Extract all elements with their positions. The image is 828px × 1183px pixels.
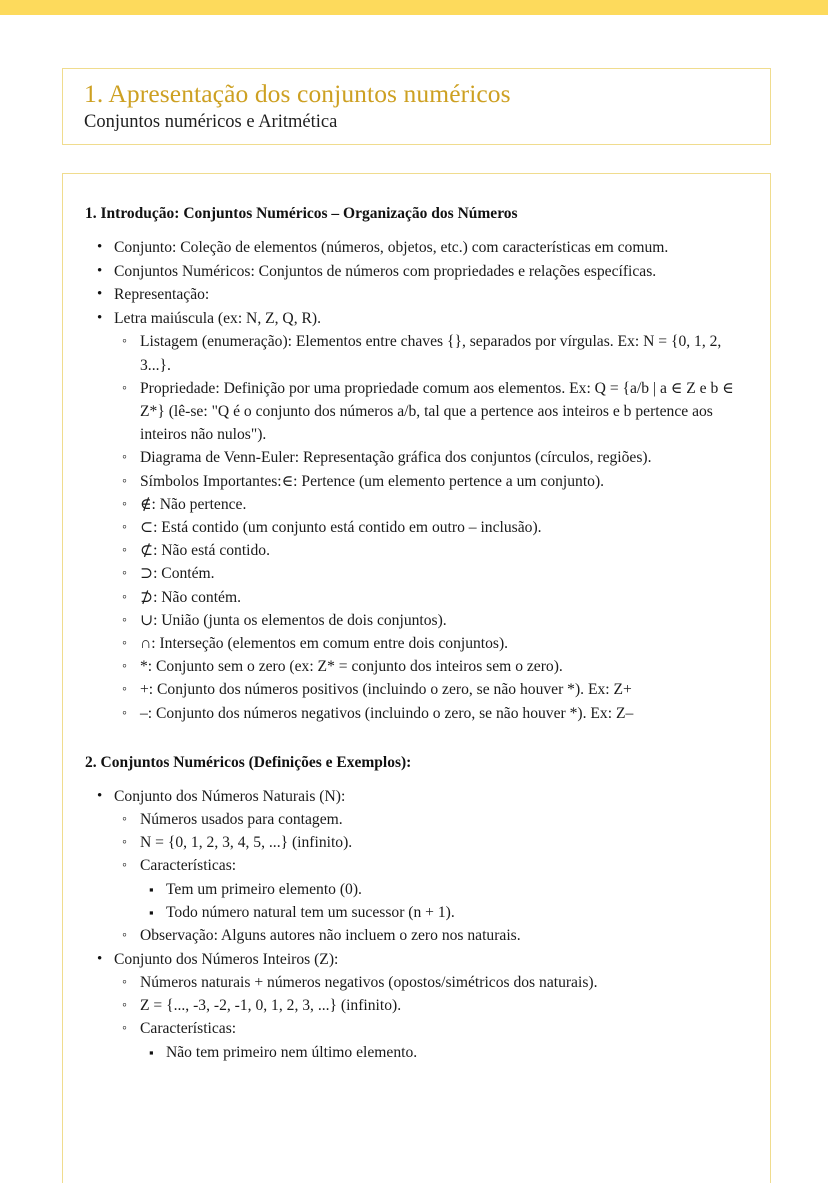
list-item-text: ◦ –: Conjunto dos números negativos (incluindo o zero, se não houver *). Ex: Z–: [140, 702, 744, 725]
list-item-text: ◦ Listagem (enumeração): Elementos entre chaves {}, separados por vírgulas. Ex: N = {0, 1, 2, 3...}.: [140, 330, 744, 376]
list-item: [114, 562, 744, 585]
list-item-text: ◦ ∩: Interseção (elementos em comum entre dois conjuntos).: [140, 632, 744, 655]
list-item-text: ◦ Números usados para contagem.: [140, 808, 744, 831]
list-item: [114, 377, 744, 447]
list-item: [114, 678, 744, 701]
list-item-text: ▪ Todo número natural tem um sucessor (n + 1).: [166, 901, 744, 924]
list-item: [114, 493, 744, 516]
list-item: [114, 924, 744, 947]
section-heading: 2. Conjuntos Numéricos (Definições e Exemplos):: [85, 753, 412, 771]
list-item-text: ▪ Tem um primeiro elemento (0).: [166, 878, 744, 901]
list-item-text: • Conjunto dos Números Naturais (N):: [114, 785, 744, 808]
list-item-text: ◦ N = {0, 1, 2, 3, 4, 5, ...} (infinito).: [140, 831, 744, 854]
list-item: [114, 539, 744, 562]
list-item-text: ◦ Diagrama de Venn-Euler: Representação gráfica dos conjuntos (círculos, regiões).: [140, 446, 744, 469]
list-item-text: ◦ Características:: [140, 854, 744, 877]
document-header-card: [62, 68, 771, 145]
bullet-list-level-2: [114, 971, 744, 1064]
list-item: [114, 632, 744, 655]
list-item: [114, 994, 744, 1017]
list-item: [140, 901, 744, 924]
bullet-list-level-3: [140, 1041, 744, 1064]
list-item-text: • Conjuntos Numéricos: Conjuntos de números com propriedades e relações específicas.: [114, 260, 744, 283]
list-item: [114, 586, 744, 609]
list-item: [140, 878, 744, 901]
list-item: [114, 702, 744, 725]
list-item-text: • Conjunto dos Números Inteiros (Z):: [114, 948, 744, 971]
list-item-text: ▪ Não tem primeiro nem último elemento.: [166, 1041, 744, 1064]
list-item-text: ◦ Números naturais + números negativos (opostos/simétricos dos naturais).: [140, 971, 744, 994]
list-item: [114, 831, 744, 854]
page-subtitle: Conjuntos numéricos e Aritmética: [84, 112, 338, 132]
list-item: [85, 260, 744, 283]
list-item: [85, 283, 744, 306]
list-item-text: ◦ Z = {..., -3, -2, -1, 0, 1, 2, 3, ...} (infinito).: [140, 994, 744, 1017]
list-item: [114, 808, 744, 831]
sections-container: [85, 204, 744, 1064]
list-item-text: ◦ ∪: União (junta os elementos de dois conjuntos).: [140, 609, 744, 632]
list-item-text: ◦ Símbolos Importantes:∈: Pertence (um elemento pertence a um conjunto).: [140, 470, 744, 493]
list-item-text: • Conjunto: Coleção de elementos (números, objetos, etc.) com características em comum.: [114, 236, 744, 259]
page-title: 1. Apresentação dos conjuntos numéricos: [84, 79, 511, 108]
list-item: [114, 609, 744, 632]
list-item-text: • Representação:: [114, 283, 744, 306]
bullet-list-level-1: [85, 785, 744, 1064]
list-item-text: ◦ Observação: Alguns autores não incluem o zero nos naturais.: [140, 924, 744, 947]
bullet-list-level-2: [114, 808, 744, 947]
list-item: [114, 655, 744, 678]
list-item: [85, 785, 744, 947]
list-item-text: ◦ +: Conjunto dos números positivos (incluindo o zero, se não houver *). Ex: Z+: [140, 678, 744, 701]
list-item-text: ◦ ∉: Não pertence.: [140, 493, 744, 516]
list-item: [85, 236, 744, 259]
list-item-text: ◦ ⊅: Não contém.: [140, 586, 744, 609]
list-item: [114, 330, 744, 376]
list-item: [140, 1041, 744, 1064]
list-item: [114, 854, 744, 924]
list-item: [114, 516, 744, 539]
list-item-text: ◦ Propriedade: Definição por uma propriedade comum aos elementos. Ex: Q = {a/b | a ∈ Z e b ∈ Z*} (lê-se: "Q é o conjunto dos números a/b, tal que a pertence aos inteiros e b pertence aos inteiros não nulos").: [140, 377, 744, 447]
list-item: [114, 446, 744, 469]
top-accent-bar: [0, 0, 828, 15]
list-item-text: • Letra maiúscula (ex: N, Z, Q, R).: [114, 307, 744, 330]
list-item-text: ◦ ⊂: Está contido (um conjunto está contido em outro – inclusão).: [140, 516, 744, 539]
list-item: [114, 470, 744, 493]
document-content-card: [62, 173, 771, 1183]
list-item: [114, 971, 744, 994]
list-item-text: ◦ ⊃: Contém.: [140, 562, 744, 585]
list-item-text: ◦ ⊄: Não está contido.: [140, 539, 744, 562]
bullet-list-level-1: [85, 236, 744, 725]
bullet-list-level-2: [114, 330, 744, 724]
list-item: [85, 307, 744, 725]
section-heading: 1. Introdução: Conjuntos Numéricos – Organização dos Números: [85, 205, 518, 222]
list-item-text: ◦ Características:: [140, 1017, 744, 1040]
list-item-text: ◦ *: Conjunto sem o zero (ex: Z* = conjunto dos inteiros sem o zero).: [140, 655, 744, 678]
bullet-list-level-3: [140, 878, 744, 924]
list-item: [85, 948, 744, 1064]
list-item: [114, 1017, 744, 1063]
